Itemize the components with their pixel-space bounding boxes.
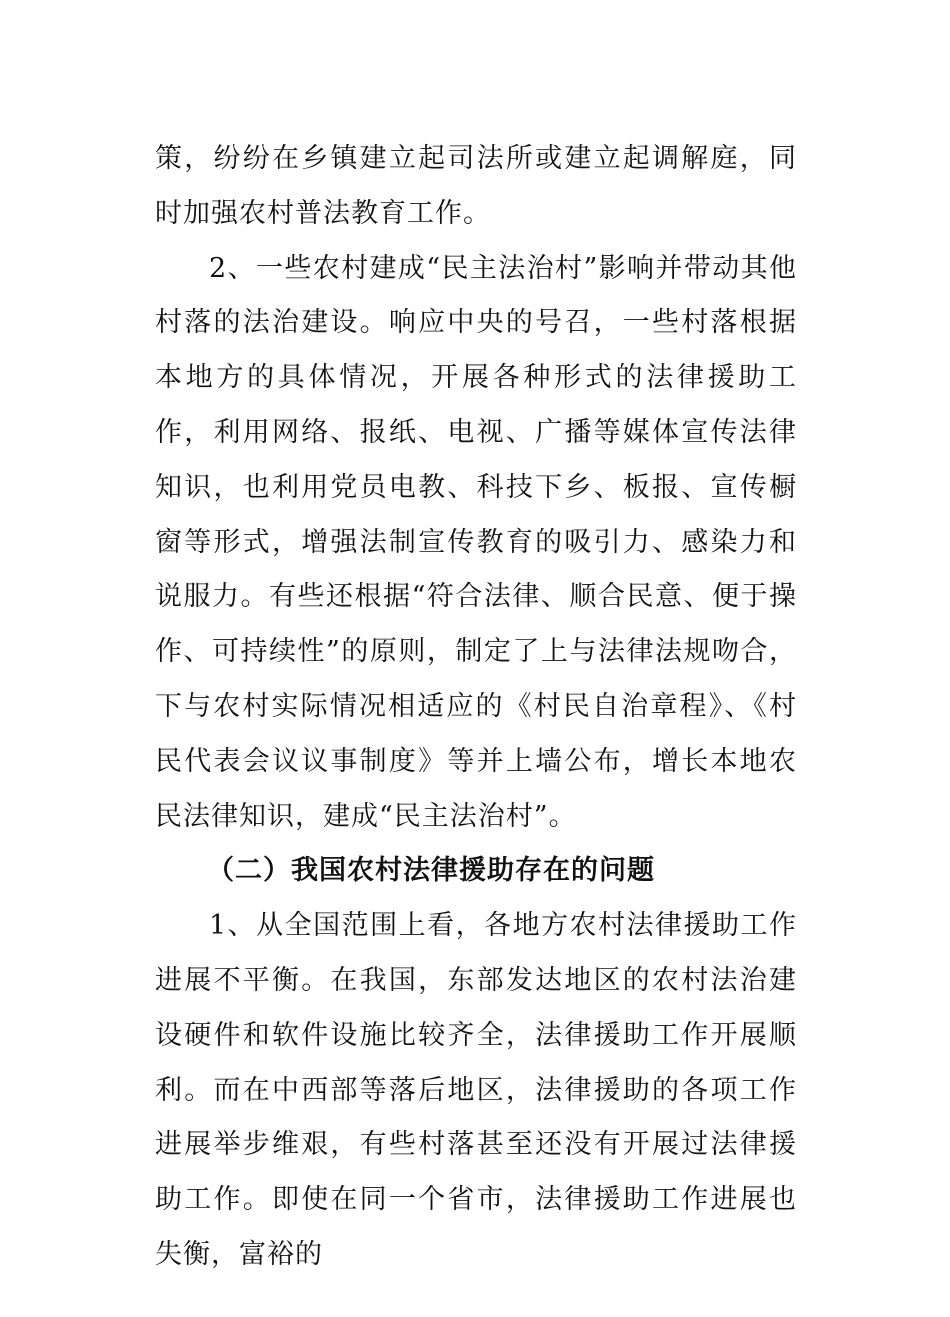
paragraph-continuation: 策，纷纷在乡镇建立起司法所或建立起调解庭，同时加强农村普法教育工作。 bbox=[155, 143, 797, 229]
paragraph-democratic-rule-of-law-village: 2、一些农村建成“民主法治村”影响并带动其他村落的法治建设。响应中央的号召，一些村落根据本地方的具体情况，开展各种形式的法律援助工作，利用网络、报纸、电视、广播等媒体宣传法律知识，也利用党员电教、科技下乡、板报、宣传橱窗等形式，增强法制宣传教育的吸引力、感染力和说服力。有些还根据“符合法律、顺合民意、便于操作、可持续性”的原则，制定了上与法律法规吻合，下与农村实际情况相适应的《村民自治章程》、《村民代表会议议事制度》等并上墙公布，增长本地农民法律知识，建成“民主法治村”。 bbox=[155, 252, 797, 832]
document-body bbox=[155, 132, 797, 1283]
paragraph-uneven-progress: 1、从全国范围上看，各地方农村法律援助工作进展不平衡。在我国，东部发达地区的农村法治建设硬件和软件设施比较齐全，法律援助工作开展顺利。而在中西部等落后地区，法律援助的各项工作进展举步维艰，有些村落甚至还没有开展过法律援助工作。即使在同一个省市，法律援助工作进展也失衡，富裕的 bbox=[155, 910, 797, 1270]
section-heading-problems: （二）我国农村法律援助存在的问题 bbox=[207, 855, 655, 887]
